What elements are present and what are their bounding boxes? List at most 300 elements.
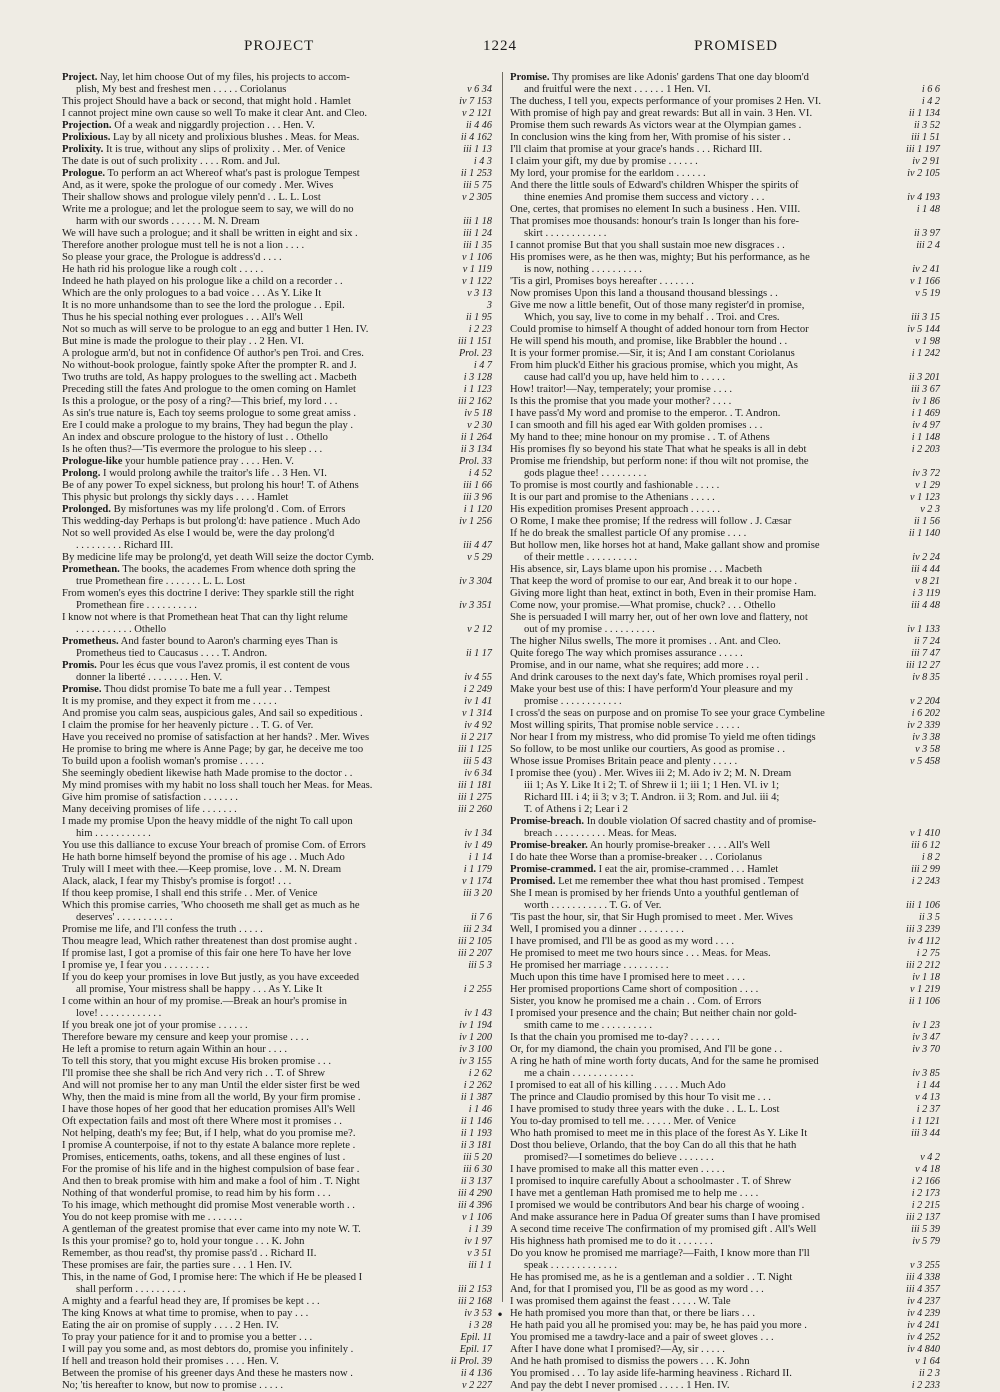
act-scene-line-ref: i 6 202 [911, 708, 940, 719]
act-scene-line-ref: iv 7 153 [459, 96, 492, 107]
entry-line [62, 816, 492, 828]
act-scene-line-ref: v 1 29 [915, 480, 940, 491]
quotation-text: 'Tis a girl, Promises boys hereafter . . . . . . . [510, 276, 694, 287]
entry-line [62, 636, 492, 648]
act-scene-line-ref: v 1 119 [462, 264, 492, 275]
quotation-text: This, in the name of God, I promise here: The which if He be pleased I [62, 1272, 363, 1283]
entry-line [62, 96, 492, 108]
act-scene-line-ref: iv 2 91 [912, 156, 940, 167]
entry-line [510, 1116, 940, 1128]
act-scene-line-ref: i 2 166 [911, 1176, 940, 1187]
act-scene-line-ref: iii 6 12 [911, 840, 940, 851]
act-scene-line-ref: iii 2 105 [458, 936, 492, 947]
act-scene-line-ref: v 1 123 [910, 492, 940, 503]
act-scene-line-ref: ii 1 56 [913, 516, 940, 527]
entry-line [510, 636, 940, 648]
entry-line [62, 108, 492, 120]
act-scene-line-ref: v 4 18 [915, 1164, 940, 1175]
act-scene-line-ref: v 5 19 [915, 288, 940, 299]
act-scene-line-ref: iii 1 197 [906, 144, 940, 155]
entry-line [62, 504, 492, 516]
act-scene-line-ref: iii 3 96 [463, 492, 492, 503]
quotation-text: If thou keep promise, I shall end this strife . . Mer. of Venice [62, 888, 318, 899]
act-scene-line-ref: ii 1 253 [460, 168, 492, 179]
quotation-text: Truly will I meet with thee.—Keep promise, love . . M. N. Dream [62, 864, 342, 875]
quotation-text: After I have done what I promised?—Ay, sir . . . . . [510, 1344, 725, 1355]
entry-line [510, 1368, 940, 1380]
quotation-text: Make your best use of this: I have perform'd Your pleasure and my [510, 684, 793, 695]
entry-line [62, 1284, 492, 1296]
act-scene-line-ref: iv 3 85 [912, 1068, 940, 1079]
quotation-text: worth . . . . . . . . . . . T. G. of Ver. [524, 900, 662, 911]
quotation-text: I cross'd the seas on purpose and on promise To see your grace Cymbeline [510, 708, 825, 719]
quotation-text: Lay by all nicety and prolixious blushes . Meas. for Meas. [113, 132, 360, 143]
act-scene-line-ref: iii 2 4 [916, 240, 940, 251]
entry-line [510, 1224, 940, 1236]
entry-line [510, 336, 940, 348]
quotation-text: Prometheus tied to Caucasus . . . . T. Andron. [76, 648, 268, 659]
quotation-text: I claim your gift, my due by promise . . . . . . [510, 156, 698, 167]
quotation-text: Is this your promise? go to, hold your tongue . . . K. John [62, 1236, 305, 1247]
entry-line [62, 588, 492, 600]
quotation-text: . . . . . . . . . . . Othello [76, 624, 167, 635]
entry-line [62, 1272, 492, 1284]
act-scene-line-ref: iv 1 200 [459, 1032, 492, 1043]
act-scene-line-ref: Epil. 17 [459, 1344, 492, 1355]
entry-line [510, 744, 940, 756]
quotation-text: Oft expectation fails and most oft there Where most it promises . . [62, 1116, 342, 1127]
entry-line [62, 624, 492, 636]
entry-line [510, 1044, 940, 1056]
entry-line [510, 1344, 940, 1356]
entry-line [510, 1176, 940, 1188]
quotation-text: He left a promise to return again Within an hour . . . . [62, 1044, 288, 1055]
entry-line [510, 516, 940, 528]
entry-line [510, 312, 940, 324]
quotation-text: I have met a gentleman Hath promised me to help me . . . . [510, 1188, 759, 1199]
act-scene-line-ref: iii 2 99 [911, 864, 940, 875]
act-scene-line-ref: i 2 75 [916, 948, 940, 959]
quotation-text: And, as it were, spoke the prologue of our comedy . Mer. Wives [62, 180, 334, 191]
entry-line [510, 1212, 940, 1224]
entry-line [62, 1044, 492, 1056]
act-scene-line-ref: ii 1 387 [460, 1092, 492, 1103]
act-scene-line-ref: iv 3 70 [912, 1044, 940, 1055]
entry-line [62, 1152, 492, 1164]
quotation-text: You promised . . . To lay aside life-harming heaviness . Richard II. [510, 1368, 792, 1379]
left-column [62, 72, 492, 1391]
quotation-text: Let me remember thee what thou hast promised . Tempest [558, 876, 804, 887]
entry-line [62, 360, 492, 372]
entry-line [62, 540, 492, 552]
entry-line [510, 612, 940, 624]
headword: Prologue-like [62, 456, 123, 467]
quotation-text: Much upon this time have I promised here to meet . . . . [510, 972, 746, 983]
entry-line [510, 948, 940, 960]
act-scene-line-ref: v 3 255 [910, 1260, 940, 1271]
act-scene-line-ref: v 2 121 [462, 108, 492, 119]
quotation-text: If he do break the smallest particle Of any promise . . . . [510, 528, 747, 539]
entry-line [62, 804, 492, 816]
entry-line [510, 972, 940, 984]
quotation-text: harm with our swords . . . . . . M. N. Dream [76, 216, 260, 227]
entry-line [62, 288, 492, 300]
act-scene-line-ref: iv 1 194 [459, 1020, 492, 1031]
act-scene-line-ref: iii 2 260 [458, 804, 492, 815]
entry-line [510, 180, 940, 192]
quotation-text: love! . . . . . . . . . . . . [76, 1008, 162, 1019]
act-scene-line-ref: v 3 58 [915, 744, 940, 755]
act-scene-line-ref: i 2 215 [911, 1200, 940, 1211]
quotation-text: A gentleman of the greatest promise that ever came into my note W. T. [62, 1224, 361, 1235]
quotation-text: him . . . . . . . . . . . [76, 828, 151, 839]
entry-line [62, 960, 492, 972]
act-scene-line-ref: i 1 14 [468, 852, 492, 863]
entry-line [510, 828, 940, 840]
entry-line [510, 984, 940, 996]
quotation-text: And he hath promised to dismiss the powers . . . K. John [510, 1356, 750, 1367]
quotation-text: So follow, to be most unlike our courtiers, As good as promise . . [510, 744, 786, 755]
quotation-text: Who hath promised to meet me in this place of the forest As Y. Like It [510, 1128, 808, 1139]
entry-line [510, 444, 940, 456]
act-scene-line-ref: iv 5 79 [912, 1236, 940, 1247]
quotation-text: Be of any power To expel sickness, but prolong his hour! T. of Athens [62, 480, 359, 491]
quotation-text: In double violation Of sacred chastity and of promise- [586, 816, 817, 827]
act-scene-line-ref: iv 1 43 [464, 1008, 492, 1019]
quotation-text: He promise to bring me where is Anne Page; by gar, he deceive me too [62, 744, 364, 755]
entry-line [62, 1248, 492, 1260]
quotation-text: It is our part and promise to the Athenians . . . . . [510, 492, 715, 503]
entry-line [510, 300, 940, 312]
act-scene-line-ref: i 1 48 [916, 204, 940, 215]
act-scene-line-ref: iii 4 396 [458, 1200, 492, 1211]
act-scene-line-ref: i 2 262 [463, 1080, 492, 1091]
headword: Prometheus. [62, 636, 119, 647]
quotation-text: Which, you say, live to come in my behalf . . Troi. and Cres. [524, 312, 780, 323]
act-scene-line-ref: iv 3 53 [464, 1308, 492, 1319]
quotation-text: Is that the chain you promised me to-day? . . . . . . [510, 1032, 720, 1043]
entry-line [62, 1260, 492, 1272]
entry-line [510, 420, 940, 432]
quotation-text: He hath paid you all he promised you: may be, he has paid you more . [510, 1320, 807, 1331]
quotation-text: true Promethean fire . . . . . . . L. L. Lost [76, 576, 246, 587]
act-scene-line-ref: i 1 44 [916, 1080, 940, 1091]
quotation-text: His promises were, as he then was, mighty; But his performance, as he [510, 252, 810, 263]
quotation-text: But hollow men, like horses hot at hand, Make gallant show and promise [510, 540, 820, 551]
entry-line [510, 648, 940, 660]
quotation-text: Of a weak and niggardly projection . . . Hen. V. [114, 120, 315, 131]
quotation-text: The books, the academes From whence doth spring the [122, 564, 356, 575]
quotation-text: It is no more unhandsome than to see the lord the prologue . . Epil. [62, 300, 345, 311]
quotation-text: me a chain . . . . . . . . . . . . [524, 1068, 634, 1079]
quotation-text: I'll promise thee she shall be rich And very rich . . T. of Shrew [62, 1068, 326, 1079]
entry-line [510, 240, 940, 252]
entry-line [62, 276, 492, 288]
quotation-text: I have promised to study three years with the duke . . L. L. Lost [510, 1104, 780, 1115]
quotation-text: I eat the air, promise-crammed . . . Hamlet [598, 864, 779, 875]
act-scene-line-ref: iii 2 34 [463, 924, 492, 935]
entry-line [62, 888, 492, 900]
act-scene-line-ref: iv 3 351 [459, 600, 492, 611]
quotation-text: We will have such a prologue; and it shall be written in eight and six . [62, 228, 358, 239]
headword: Prolong. [62, 468, 101, 479]
entry-line [510, 1140, 940, 1152]
act-scene-line-ref: i 3 128 [463, 372, 492, 383]
entry-line [62, 312, 492, 324]
quotation-text: Promise, and in our name, what she requires; add more . . . [510, 660, 760, 671]
entry-line [62, 1068, 492, 1080]
act-scene-line-ref: ii 4 136 [460, 1368, 492, 1379]
quotation-text: I promised to eat all of his killing . . . . . Much Ado [510, 1080, 726, 1091]
entry-line [510, 756, 940, 768]
act-scene-line-ref: i 4 2 [921, 96, 940, 107]
entry-line [510, 996, 940, 1008]
quotation-text: Dost thou believe, Orlando, that the boy Can do all this that he hath [510, 1140, 797, 1151]
act-scene-line-ref: iii 5 43 [463, 756, 492, 767]
quotation-text: One, certes, that promises no element In such a business . Hen. VIII. [510, 204, 801, 215]
quotation-text: Indeed he hath played on his prologue like a child on a recorder . . [62, 276, 343, 287]
quotation-text: breach . . . . . . . . . . Meas. for Meas. [524, 828, 677, 839]
entry-line [62, 1092, 492, 1104]
act-scene-line-ref: iii 1 106 [906, 900, 940, 911]
entry-line [62, 444, 492, 456]
quotation-text: He hath borne himself beyond the promise of his age . . Much Ado [62, 852, 345, 863]
entry-line [62, 204, 492, 216]
quotation-text: If promise last, I got a promise of this fair one here To have her love [62, 948, 352, 959]
column-divider [502, 72, 503, 1302]
entry-line [510, 900, 940, 912]
act-scene-line-ref: i 4 52 [468, 468, 492, 479]
quotation-text: 'Tis past the hour, sir, that Sir Hugh promised to meet . Mer. Wives [510, 912, 793, 923]
entry-line [62, 216, 492, 228]
act-scene-line-ref: ii 3 97 [913, 228, 940, 239]
act-scene-line-ref: i 2 255 [463, 984, 492, 995]
entry-line [62, 252, 492, 264]
entry-line [62, 456, 492, 468]
entry-line [62, 264, 492, 276]
act-scene-line-ref: iii 1 24 [463, 228, 492, 239]
act-scene-line-ref: iii 5 75 [463, 180, 492, 191]
quotation-text: Nay, let him choose Out of my files, his projects to accom- [100, 72, 350, 83]
quotation-text: Do you know he promised me marriage?—Faith, I know more than I'll [510, 1248, 810, 1259]
entry-line [62, 708, 492, 720]
quotation-text: If you do keep your promises in love But justly, as you have exceeded [62, 972, 360, 983]
entry-line [62, 768, 492, 780]
entry-line [62, 1140, 492, 1152]
entry-line [510, 1296, 940, 1308]
quotation-text: And promise you calm seas, auspicious gales, And sail so expeditious . [62, 708, 363, 719]
act-scene-line-ref: iv 4 241 [907, 1320, 940, 1331]
quotation-text: I will pay you some and, as most debtors do, promise you infinitely . [62, 1344, 354, 1355]
act-scene-line-ref: v 5 29 [467, 552, 492, 563]
entry-line [62, 228, 492, 240]
entry-line [510, 1020, 940, 1032]
quotation-text: No without-book prologue, faintly spoke After the prompter R. and J. [62, 360, 357, 371]
act-scene-line-ref: ii 3 5 [919, 912, 940, 923]
act-scene-line-ref: v 1 410 [910, 828, 940, 839]
quotation-text: A ring he hath of mine worth forty ducats, And for the same he promised [510, 1056, 819, 1067]
entry-line [62, 660, 492, 672]
quotation-text: Two truths are told, As happy prologues to the swelling act . Macbeth [62, 372, 357, 383]
headword: Promis. [62, 660, 97, 671]
quotation-text: Promethean fire . . . . . . . . . . [76, 600, 197, 611]
entry-line [62, 420, 492, 432]
entry-line [62, 912, 492, 924]
page-number: 1224 [483, 38, 517, 54]
act-scene-line-ref: iii 1 125 [458, 744, 492, 755]
entry-line [62, 492, 492, 504]
entry-line [510, 288, 940, 300]
act-scene-line-ref: iv 1 86 [912, 396, 940, 407]
act-scene-line-ref: iii 1 51 [911, 132, 940, 143]
act-scene-line-ref: Prol. 23 [458, 348, 492, 359]
entry-line [62, 696, 492, 708]
quotation-text: thine enemies And promise them success and victory . . . [524, 192, 765, 203]
entry-line [510, 408, 940, 420]
act-scene-line-ref: iii 4 48 [911, 600, 940, 611]
act-scene-line-ref: i 4 7 [473, 360, 492, 371]
quotation-text: Pour les écus que vous l'avez promis, il est content de vous [99, 660, 350, 671]
quotation-text: all promise, Your mistress shall be happy . . . As Y. Like It [76, 984, 323, 995]
entry-line [62, 1380, 492, 1392]
entry-line [62, 384, 492, 396]
quotation-text: A second time receive The confirmation of my promised gift . All's Well [510, 1224, 817, 1235]
act-scene-line-ref: iii 4 357 [906, 1284, 940, 1295]
act-scene-line-ref: v 4 2 [920, 1152, 940, 1163]
quotation-text: An index and obscure prologue to the history of lust . . Othello [62, 432, 328, 443]
entry-line [510, 216, 940, 228]
act-scene-line-ref: ii 3 181 [460, 1140, 492, 1151]
quotation-text: Sister, you know he promised me a chain . . Com. of Errors [510, 996, 762, 1007]
entry-line [510, 228, 940, 240]
act-scene-line-ref: ii 7 6 [471, 912, 492, 923]
act-scene-line-ref: ii Prol. 39 [450, 1356, 492, 1367]
act-scene-line-ref: iii 2 137 [906, 1212, 940, 1223]
entry-line [510, 168, 940, 180]
quotation-text: Her promised proportions Came short of composition . . . . [510, 984, 759, 995]
quotation-text: I was promised them against the feast . . . . . W. Tale [510, 1296, 731, 1307]
act-scene-line-ref: iv 3 38 [912, 732, 940, 743]
entry-line [510, 504, 940, 516]
quotation-text: Well, I promised you a dinner . . . . . . . . . [510, 924, 684, 935]
quotation-text: The prince and Claudio promised by this hour To visit me . . . [510, 1092, 771, 1103]
entry-line [510, 720, 940, 732]
act-scene-line-ref: iv 1 97 [464, 1236, 492, 1247]
entry-line [62, 864, 492, 876]
quotation-text: donner la liberté . . . . . . . . Hen. V. [76, 672, 223, 683]
entry-line [510, 396, 940, 408]
quotation-text: And, for that I promised you, I'll be as good as my word . . . [510, 1284, 764, 1295]
entry-line [62, 408, 492, 420]
act-scene-line-ref: iv 4 92 [464, 720, 492, 731]
quotation-text: That promises moe thousands: honour's train Is longer than his fore- [510, 216, 800, 227]
act-scene-line-ref: ii 3 52 [913, 120, 940, 131]
entry-line [510, 600, 940, 612]
act-scene-line-ref: iv 4 239 [907, 1308, 940, 1319]
act-scene-line-ref: iv 1 18 [912, 972, 940, 983]
act-scene-line-ref: i 1 148 [911, 432, 940, 443]
entry-line [510, 924, 940, 936]
quotation-text: Give him promise of satisfaction . . . . . . . [62, 792, 238, 803]
headword: Project. [62, 72, 98, 83]
entry-line [510, 960, 940, 972]
quotation-text: Thou meagre lead, Which rather threatenest than dost promise aught . [62, 936, 358, 947]
entry-line [510, 468, 940, 480]
act-scene-line-ref: i 2 62 [468, 1068, 492, 1079]
entry-line [510, 852, 940, 864]
act-scene-line-ref: ii 1 106 [908, 996, 940, 1007]
entry-line [510, 528, 940, 540]
quotation-text: The duchess, I tell you, expects performance of your promises 2 Hen. VI. [510, 96, 822, 107]
quotation-text: The date is out of such prolixity . . . . Rom. and Jul. [62, 156, 281, 167]
act-scene-line-ref: iii 1 18 [463, 216, 492, 227]
quotation-text: And faster bound to Aaron's charming eyes Than is [120, 636, 338, 647]
act-scene-line-ref: iv 3 155 [459, 1056, 492, 1067]
quotation-text: I promise thee (you) . Mer. Wives iii 2; M. Ado iv 2; M. N. Dream [510, 768, 792, 779]
quotation-text: Whose issue Promises Britain peace and plenty . . . . . [510, 756, 738, 767]
entry-line [62, 1368, 492, 1380]
quotation-text: I would prolong awhile the traitor's life . . 3 Hen. VI. [103, 468, 327, 479]
entry-line [510, 1080, 940, 1092]
entry-line [510, 732, 940, 744]
quotation-text: Most willing spirits, That promise noble service . . . . . [510, 720, 740, 731]
act-scene-line-ref: v 1 106 [462, 252, 492, 263]
headword: Prolixity. [62, 144, 104, 155]
entry-line [510, 1008, 940, 1020]
quotation-text: O Rome, I make thee promise; If the redress will follow . J. Cæsar [510, 516, 792, 527]
act-scene-line-ref: v 1 98 [915, 336, 940, 347]
quotation-text: And pay the debt I never promised . . . . . 1 Hen. IV. [510, 1380, 730, 1391]
quotation-text: You to-day promised to tell me. . . . . . Mer. of Venice [510, 1116, 736, 1127]
act-scene-line-ref: iv 1 34 [464, 828, 492, 839]
quotation-text: Come now, your promise.—What promise, chuck? . . . Othello [510, 600, 776, 611]
headword: Promise-breach. [510, 816, 585, 827]
quotation-text: That keep the word of promise to our ear, And break it to our hope . [510, 576, 797, 587]
act-scene-line-ref: iii 5 20 [463, 1152, 492, 1163]
entry-line [510, 708, 940, 720]
act-scene-line-ref: iv 2 41 [912, 264, 940, 275]
quotation-text: Is he often thus?—'Tis evermore the prologue to his sleep . . . [62, 444, 323, 455]
act-scene-line-ref: iii 3 15 [911, 312, 940, 323]
quotation-text: Promise me friendship, but perform none: if thou wilt not promise, the [510, 456, 809, 467]
quotation-text: gods plague thee! . . . . . . . . . [524, 468, 647, 479]
entry-line [62, 372, 492, 384]
entry-line [62, 336, 492, 348]
act-scene-line-ref: Epil. 11 [460, 1332, 492, 1343]
entry-line [510, 1380, 940, 1392]
entry-line [510, 564, 940, 576]
entry-line [62, 684, 492, 696]
quotation-text: You do not keep promise with me . . . . . . . [62, 1212, 243, 1223]
act-scene-line-ref: v 2 305 [462, 192, 492, 203]
entry-line [510, 540, 940, 552]
act-scene-line-ref: i 2 173 [911, 1188, 940, 1199]
quotation-text: Their shallow shows and prologue vilely penn'd . . L. L. Lost [62, 192, 321, 203]
entry-line [510, 1068, 940, 1080]
entry-line [62, 1056, 492, 1068]
quotation-text: Give me now a little benefit, Out of those many register'd in promise, [510, 300, 805, 311]
act-scene-line-ref: iii 3 44 [911, 1128, 940, 1139]
entry-line [62, 936, 492, 948]
quotation-text: Promise them such rewards As victors wear at the Olympian games . [510, 120, 802, 131]
act-scene-line-ref: iii 2 212 [906, 960, 940, 971]
quotation-text: This wedding-day Perhaps is but prolong'd: have patience . Much Ado [62, 516, 361, 527]
quotation-text: She is persuaded I will marry her, out of her own love and flattery, not [510, 612, 808, 623]
entry-line [62, 720, 492, 732]
quotation-text: Nor hear I from my mistress, who did promise To yield me often tidings [510, 732, 816, 743]
act-scene-line-ref: iv 1 41 [464, 696, 492, 707]
act-scene-line-ref: i 1 46 [468, 1104, 492, 1115]
